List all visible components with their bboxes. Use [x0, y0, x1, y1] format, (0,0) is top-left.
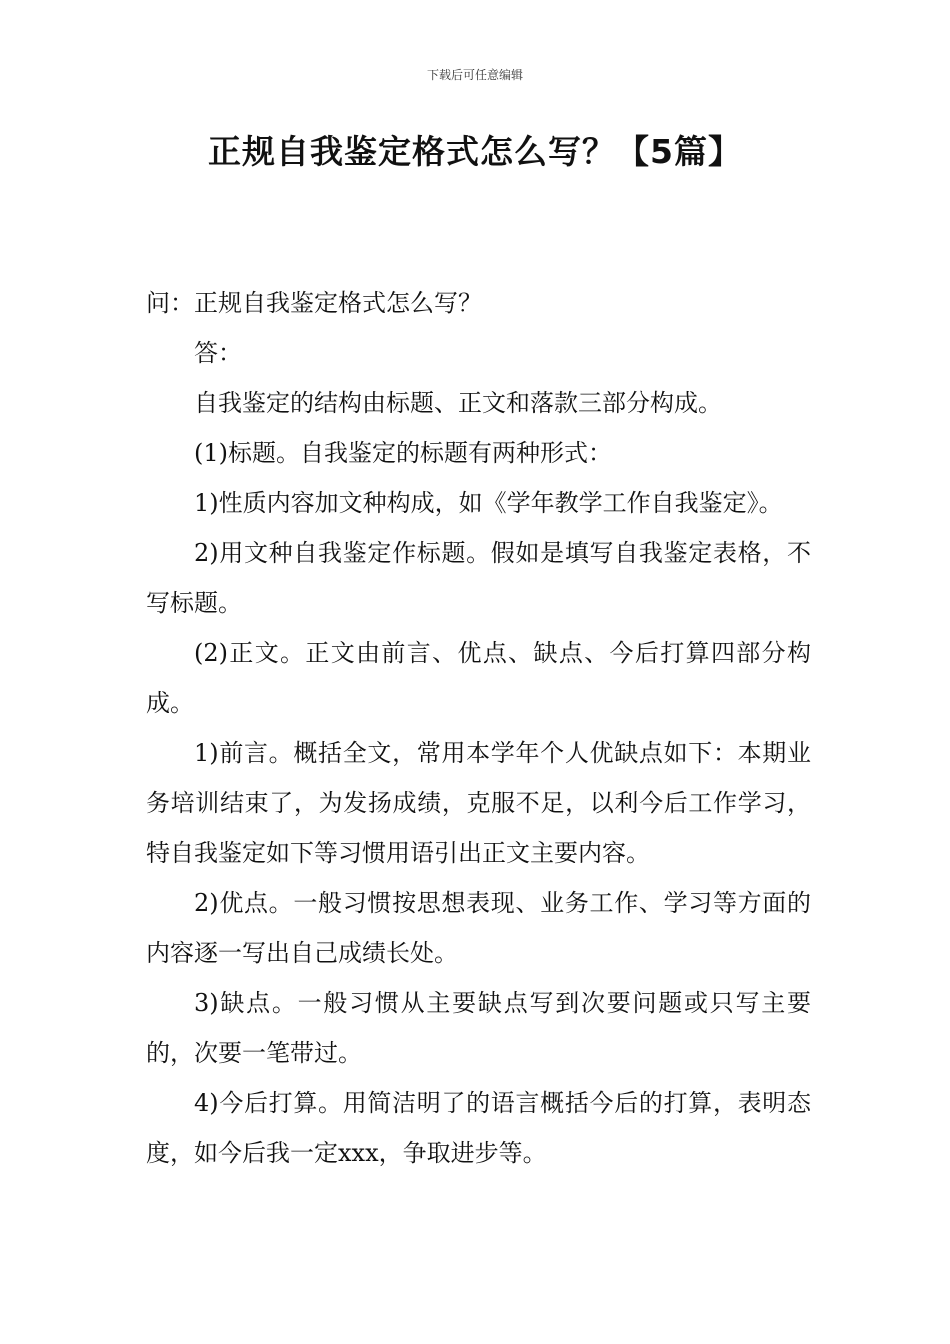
preface-paragraph: 1)前言。概括全文，常用本学年个人优缺点如下：本期业务培训结束了，为发扬成绩，克服不足，以利今后工作学习，特自我鉴定如下等习惯用语引出正文主要内容。	[146, 739, 811, 867]
strengths-paragraph: 2)优点。一般习惯按思想表现、业务工作、学习等方面的内容逐一写出自己成绩长处。	[146, 889, 811, 967]
title-form-2-paragraph: 2)用文种自我鉴定作标题。假如是填写自我鉴定表格，不写标题。	[146, 539, 811, 617]
weaknesses-paragraph: 3)缺点。一般习惯从主要缺点写到次要问题或只写主要的，次要一笔带过。	[146, 989, 811, 1067]
plans-paragraph: 4)今后打算。用简洁明了的语言概括今后的打算，表明态度，如今后我一定xxx，争取进步等。	[146, 1089, 811, 1167]
structure-paragraph: 自我鉴定的结构由标题、正文和落款三部分构成。	[194, 389, 722, 417]
body-section-paragraph: (2)正文。正文由前言、优点、缺点、今后打算四部分构成。	[146, 639, 811, 717]
document-body	[146, 278, 811, 1178]
answer-label: 答：	[194, 339, 242, 367]
title-section-paragraph: (1)标题。自我鉴定的标题有两种形式：	[194, 439, 612, 467]
question-paragraph: 问：正规自我鉴定格式怎么写？	[146, 289, 482, 317]
title-form-1-paragraph: 1)性质内容加文种构成，如《学年教学工作自我鉴定》。	[194, 489, 783, 517]
document-title: 正规自我鉴定格式怎么写？【5篇】	[208, 132, 742, 171]
header-note: 下载后可任意编辑	[426, 68, 523, 82]
